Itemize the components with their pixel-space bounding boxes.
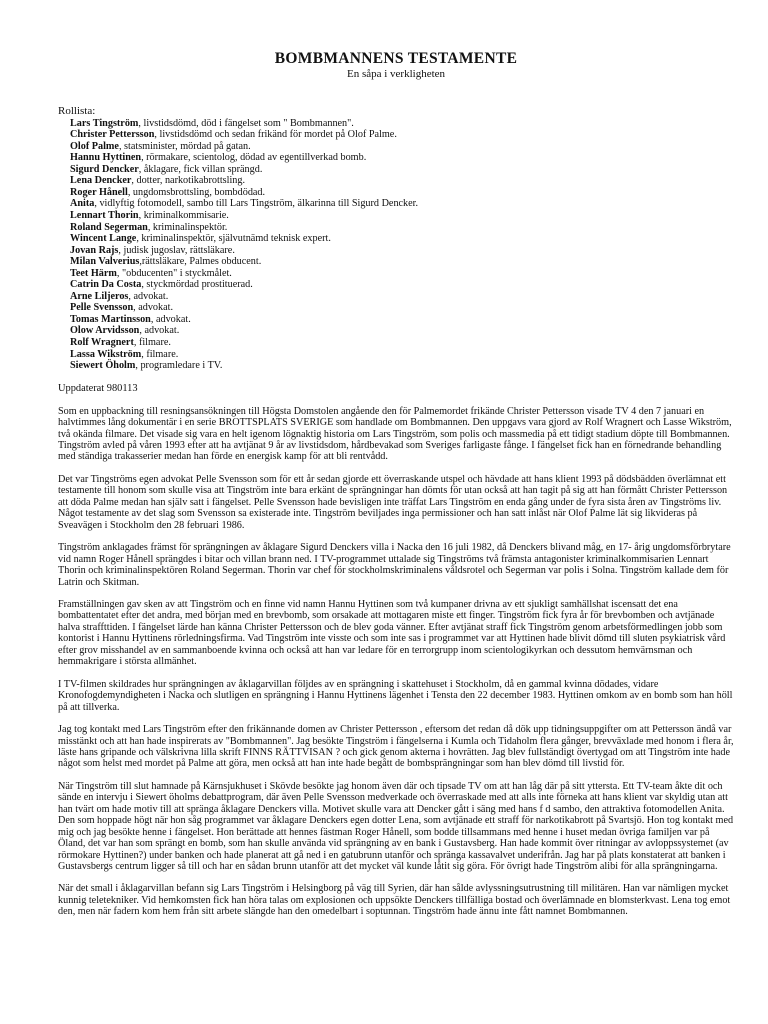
paragraph-line: straff fick Tingström genom arbetsförmedlingen jobb som kontorist i Hannu Hyttinens rörledningsfirma. Vad Tingström inte visste och som — [58, 621, 723, 645]
paragraph-line: inte sas i programmet var att Hyttinen hade blivit dömd till sluten psykiatrisk vård efter grov misshandel av en sammanboende kvinna och — [58, 633, 726, 656]
cast-name: Christer Pettersson — [70, 129, 155, 141]
cast-description: , filmare. — [133, 336, 171, 348]
cast-description: , dotter, narkotikabrottsling. — [131, 175, 246, 187]
cast-description: , judisk jugoslav, rättsläkare. — [118, 244, 235, 256]
document-subtitle: En såpa i verkligheten — [346, 68, 446, 80]
cast-name: Pelle Svensson — [70, 302, 134, 314]
cast-description: , "obducenten" i styckmålet. — [116, 267, 232, 279]
paragraph-line: Lars Tingström en enda gång under de fyra sista åren av Tingströms liv. Något testamente av det slag som Svensson sa existerade inte. — [58, 496, 722, 520]
paragraph-line: När det small i åklagarvillan befann sig Lars Tingström i Helsingborg på väg till Syrien, där han sålde avlyssningsutrustning till militären. — [58, 883, 621, 895]
cast-description: , styckmördad prostituerad. — [141, 279, 253, 291]
cast-name: Sigurd Dencker — [70, 163, 139, 175]
paragraph-line: fängelset. Hon berättade att hennes fästman Roger Hånell, som bodde tillsammans med henne i huset medan övriga familjen var på Öland, det — [58, 826, 710, 850]
paragraph-line: TV-team åkte dit och sände en intervju i Siewert öholms debattprogram, där även Pelle Svensson medverkade och överraskade med att alls — [58, 780, 723, 804]
body-paragraph — [58, 406, 734, 463]
cast-name: Milan Valverius — [70, 256, 140, 268]
paragraph-line: dödsbädden överlämnat ett testamente till honom som skulle visa att Tingström inte bara erkänt de sprängningar han dömts för utan också att — [58, 473, 726, 497]
cast-name: Siewert Öholm — [70, 360, 136, 372]
paragraph-line: förde en energisk kamp för att bli rentvådd. — [211, 451, 388, 463]
cast-description: , livstidsdömd och sedan frikänd för mordet på Olof Palme. — [154, 129, 397, 141]
body-paragraph — [58, 542, 734, 588]
paragraph-line: våldsrotel och Segerman var polis i Solna. Tingström kallade dem för Latrin och Skitman. — [58, 565, 729, 588]
cast-description: , rörmakare, scientolog, dödad av egentillverkad bomb. — [141, 152, 367, 164]
paragraph-line: Tingström anklagades främst för sprängningen av åklagare Sigurd Denckers villa i Nacka den 16 juli 1982, då Denckers blivand måg, en 17- — [58, 542, 632, 554]
paragraph-line: hade begått de bombsprängningar som han blev dömd till livstid för. — [345, 758, 625, 770]
paragraph-line: avloppssystemet (av rörmokare Hyttinen?) under banken och hade planerat att gå ned i en gatubrunn utanför och spränga kassavalvet — [58, 838, 729, 861]
paragraph-line: Dencker gått i säng med hans f d sambo, den attraktiva fotomodellen Anita. Den som hoppade högt när hon såg programmet var åklagare — [58, 803, 725, 827]
paragraph-line: också att han var ledare för en terrorgrupp inom scientologikyrkan och dessutom hemvärnsman och hemmakrigare i största allmänhet. — [58, 644, 693, 668]
cast-item — [70, 291, 734, 303]
cast-name: Wincent Lange — [70, 233, 137, 245]
cast-description: , advokat. — [139, 325, 180, 337]
cast-item — [70, 256, 734, 268]
cast-item — [70, 314, 734, 326]
paragraph-line: Som en uppbackning till resningsansökningen till Högsta Domstolen angående den för Palmemordet frikände Christer Pettersson visade TV 4 — [58, 405, 637, 417]
cast-description: , advokat. — [150, 313, 191, 325]
cast-item — [70, 302, 734, 314]
paragraph-line: fyra år för brevbomben och avtjänade halva straffttiden. I fängelset lärde han känna Christer Pettersson och de blev goda vänner. Efter avtjänat — [58, 610, 715, 633]
cast-name: Tomas Martinsson — [70, 313, 151, 325]
document-page — [58, 50, 734, 918]
cast-description: , advokat. — [133, 302, 174, 314]
cast-item — [70, 279, 734, 291]
cast-name: Teet Härm — [70, 267, 117, 279]
cast-name: Hannu Hyttinen — [70, 152, 142, 164]
cast-item — [70, 233, 734, 245]
cast-item — [70, 349, 734, 361]
paragraph-line: livstidsdom, hårdbevakad som Sveriges farligaste fånge. I fängelset fick han en förnedrande behandling med ständiga trakasserier medan han — [58, 439, 722, 463]
cast-name: Roger Hånell — [70, 186, 128, 198]
cast-description: , ungdomsbrottsling, bombdödad. — [127, 186, 266, 198]
cast-name: Olow Arvidsson — [70, 325, 140, 337]
cast-name: Lena Dencker — [70, 175, 132, 187]
paragraph-line: omkom av en bomb som han höll på att tillverka. — [58, 690, 733, 713]
cast-description: , statsminister, mördad på gatan. — [118, 140, 251, 152]
cast-name: Jovan Rajs — [70, 244, 119, 256]
body-paragraph — [58, 724, 734, 770]
cast-item — [70, 268, 734, 280]
cast-name: Roland Segerman — [70, 221, 148, 233]
cast-heading: Rollista: — [58, 105, 96, 117]
cast-item — [70, 360, 734, 372]
paragraph-line: årig ungdomsförbrytare vid namn Roger Hånell sprängdes i bitar och villan brann ned. I TV-programmet uttalade sig Tingströms två främsta — [58, 542, 731, 565]
paragraph-line: underifrån. Jag har på plats konstaterat att banken i Gustavsbergs centrum ligger så till och har en sådan brunn utanför att det mycket väl — [58, 849, 726, 873]
body-paragraph — [58, 781, 734, 873]
cast-item — [70, 164, 734, 176]
cast-name: Lars Tingström — [70, 117, 139, 129]
cast-item — [70, 152, 734, 164]
cast-name: Catrin Da Costa — [70, 279, 142, 291]
body-paragraph — [58, 474, 734, 531]
body-paragraph — [58, 599, 734, 668]
cast-name: Olof Palme — [70, 140, 119, 152]
updated-date: Uppdaterat 980113 — [58, 382, 138, 394]
paragraph-line: kunde låtit sig göra. För övrigt hade Tingström alibi för alla sprängningarna. — [406, 861, 718, 873]
cast-name: Arne Liljeros — [70, 290, 129, 302]
paragraph-line: gjord av Rolf Wragnert och Lasse Wikström, två okända filmare. Det visade sig vara en helt igenom lögnaktig historia om Lars Tingström, — [58, 417, 732, 440]
cast-description: , vidlyftig fotomodell, sambo till Lars Tingström, älkarinna till Sigurd Dencker. — [94, 198, 419, 210]
document-title: BOMBMANNENS TESTAMENTE — [274, 50, 518, 67]
paragraph-line: inte förneka att hans klient var skyldig utan att han tvärt om hade motiv till att spränga åklagare Denckers villa. Motivet skulle vara att — [58, 792, 728, 815]
paragraph-line: Det var Tingströms egen advokat Pelle Svensson som för ett år sedan gjorde ett överraskande utspel och hävdade att hans klient 1993 på — [58, 473, 614, 485]
cast-item — [70, 187, 734, 199]
paragraph-line: Framställningen gav sken av att Tingström och en finne vid namn Hannu Hyttinen som två kumpaner drivna av ett sjukligt samhällshat — [58, 598, 609, 610]
paragraph-line: Tingström hade ännu inte fått namnet Bombmannen. — [412, 906, 628, 918]
cast-item — [70, 245, 734, 257]
paragraph-line: vidare Kronofogdemyndigheten i Nacka och slutligen en sprängning i Hannu Hyttinens lägenhet i Tensta den 22 december 1983. Hyttinen — [58, 678, 659, 702]
cast-description: , programledare i TV. — [135, 360, 223, 372]
body-paragraph — [58, 883, 734, 917]
paragraph-line: att Pettersson ändå var misstänkt och att han hade inspirerats av "Bombmannen". Jag besökte Tingström i fängelserna i Kumla och Tidaholm — [58, 724, 732, 747]
cast-name: Lassa Wikström — [70, 348, 142, 360]
cast-item — [70, 198, 734, 210]
cast-item — [70, 222, 734, 234]
cast-description: ,rättsläkare, Palmes obducent. — [139, 256, 262, 268]
paragraph-line: som polis och massmedia på ett tidigt stadium döpte till Bombmannen. Tingström avled på våren 1993 efter att ha avtjänat 9 år av — [58, 428, 730, 451]
paragraph-line: antagonister kriminalkommisarien Lennart Thorin och kriminalinspektören Roland Segerman. Thorin var chef för stockholmskriminalens — [58, 553, 709, 577]
cast-name: Lennart Thorin — [70, 209, 139, 221]
cast-description: , livstidsdömd, död i fängelset som " Bombmannen". — [138, 117, 354, 129]
paragraph-line: Tingström beviljades inga permissioner och han satt inlåst när Olof Palme lät sig likvideras på Sveavägen i Stockholm den 28 februari 1986. — [58, 508, 698, 531]
paragraph-line: Denckers egen dotter Lena, som avtjänade ett straff för narkotikabrott på Svartsjö. Hon tog kontakt med mig och jag besökte henne i — [58, 815, 734, 838]
cast-name: Anita — [70, 198, 95, 210]
cast-description: , filmare. — [141, 348, 179, 360]
cast-item — [70, 210, 734, 222]
cast-list — [58, 118, 734, 372]
cast-item — [70, 325, 734, 337]
paragraph-line: Han var nämligen mycket kunnig teletekniker. Vid hemkomsten fick han höra talas om explosionen och uppsökte Denckers tillfälliga bostad — [58, 883, 729, 906]
cast-name: Rolf Wragnert — [70, 336, 134, 348]
paragraph-line: flera gånger, brevväxlade med honom i flera år, läste hans gripande och välskrivna lilla skrift FINNS RÄTTVISAN ? och gick genom akterna — [58, 735, 734, 758]
paragraph-line: han tagit på sig att han förmått Christer Pettersson att döda Palme medan han själv satt i fängelset. Pelle Svensson hade bevisligen inte träffat — [58, 485, 728, 508]
body-paragraph — [58, 679, 734, 713]
cast-item — [70, 118, 734, 130]
paragraph-line: När Tingström till slut hamnade på Kärnsjukhuset i Skövde besökte jag honom även där och tipsade TV om att han låg där på sitt yttersta. Ett — [58, 780, 635, 792]
cast-description: , kriminalinspektör, självutnämd teknisk expert. — [136, 233, 331, 245]
cast-item — [70, 129, 734, 141]
cast-description: , kriminalkommisarie. — [138, 209, 229, 221]
cast-description: , kriminalinspektör. — [147, 221, 228, 233]
paragraph-line: Jag tog kontakt med Lars Tingström efter den frikännande domen av Christer Pettersson , eftersom det redan då dök upp tidningsuppgifter om — [58, 724, 637, 736]
cast-item — [70, 337, 734, 349]
cast-item — [70, 141, 734, 153]
paragraph-line: I TV-filmen skildrades hur sprängningen av åklagarvillan följdes av en sprängning i skattehuset i Stockholm, då en gammal kvinna dödades, — [58, 678, 631, 690]
paragraph-line: och överlämnade en blomsterkvast. Lena tog emot den, men när fadern kom hem från sitt arbete slängde han den omedelbart i soptunnan. — [58, 894, 731, 918]
paragraph-line: iscensatt det ena bombattentatet efter det andra, med början med en brevbomb, som orsakade att mottagaren miste ett finger. Tingström fick — [58, 598, 678, 622]
cast-description: , åklagare, fick villan sprängd. — [138, 163, 263, 175]
paragraph-line: i hovrätten. Jag blev fullständigt övertygad om att Tingström inte hade något som helst med mordet på Palme att göra, men också att han inte — [58, 746, 730, 770]
cast-item — [70, 175, 734, 187]
cast-description: , advokat. — [128, 290, 169, 302]
paragraph-line: den 7 januari en halvtimmes lång dokumentär i en serie BROTTSPLATS SVERIGE som handlade om Bombmannen. Den uppgavs vara — [58, 405, 705, 429]
body-text — [58, 406, 734, 918]
paragraph-line: var han som sprängt en bomb, som han skulle använda vid sprängning av en bank i Gustavsberg. Han hade kommit över ritningar av — [102, 838, 644, 850]
